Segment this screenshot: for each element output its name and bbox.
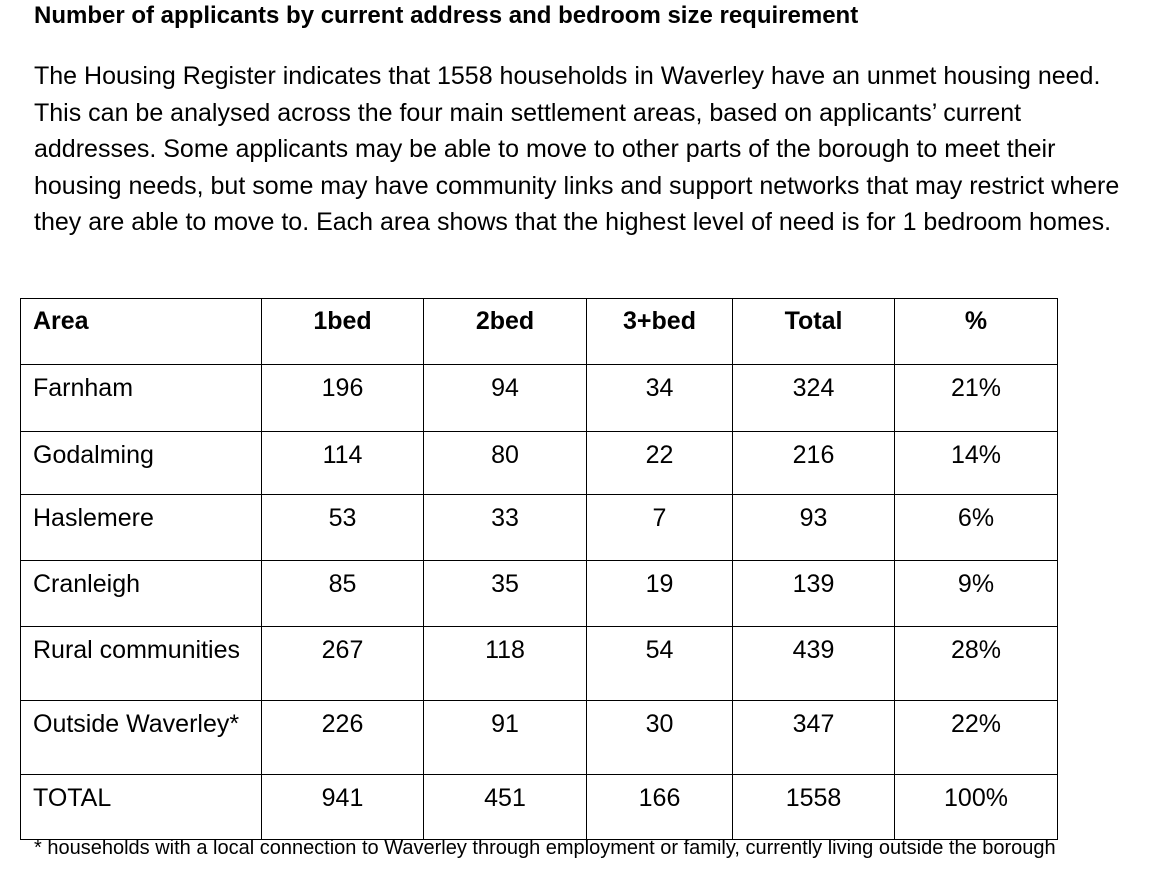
table-row-rural-communities	[21, 627, 1058, 701]
cell-area: Cranleigh	[21, 561, 262, 627]
column-header-1bed: 1bed	[262, 299, 424, 365]
cell-area: Haslemere	[21, 495, 262, 561]
cell-percent: 28%	[895, 627, 1058, 701]
cell-3bed: 34	[587, 365, 733, 432]
column-header-percent: %	[895, 299, 1058, 365]
cell-total: 347	[733, 701, 895, 775]
cell-percent: 14%	[895, 432, 1058, 495]
cell-area: Farnham	[21, 365, 262, 432]
cell-total: 324	[733, 365, 895, 432]
cell-percent: 6%	[895, 495, 1058, 561]
cell-2bed: 451	[424, 775, 587, 840]
cell-3bed: 54	[587, 627, 733, 701]
cell-2bed: 91	[424, 701, 587, 775]
cell-2bed: 35	[424, 561, 587, 627]
table-row-farnham	[21, 365, 1058, 432]
cell-2bed: 94	[424, 365, 587, 432]
table-row-total	[21, 775, 1058, 840]
cell-area: Rural communities	[21, 627, 262, 701]
table-row-outside-waverley	[21, 701, 1058, 775]
cell-total: 93	[733, 495, 895, 561]
applicants-table	[20, 298, 1058, 840]
cell-area: Godalming	[21, 432, 262, 495]
table-row-cranleigh	[21, 561, 1058, 627]
table-row-godalming	[21, 432, 1058, 495]
cell-1bed: 114	[262, 432, 424, 495]
cell-area: TOTAL	[21, 775, 262, 840]
page-title: Number of applicants by current address and bedroom size requirement	[34, 2, 859, 29]
cell-percent: 22%	[895, 701, 1058, 775]
cell-total: 216	[733, 432, 895, 495]
cell-area: Outside Waverley*	[21, 701, 262, 775]
column-header-total: Total	[733, 299, 895, 365]
cell-3bed: 30	[587, 701, 733, 775]
table-header-row	[21, 299, 1058, 365]
table-row-haslemere	[21, 495, 1058, 561]
cell-percent: 100%	[895, 775, 1058, 840]
cell-percent: 9%	[895, 561, 1058, 627]
cell-total: 439	[733, 627, 895, 701]
cell-1bed: 226	[262, 701, 424, 775]
column-header-area: Area	[21, 299, 262, 365]
cell-1bed: 941	[262, 775, 424, 840]
cell-3bed: 166	[587, 775, 733, 840]
intro-paragraph: The Housing Register indicates that 1558 households in Waverley have an unmet housing need. This can be analysed across the four main settlement areas, based on applicants’ current addresses. Some applicants may be able to move to other parts of the borough to meet their housing needs, but some may have community links and support networks that may restrict where they are able to move to. Each area shows that the highest level of need is for 1 bedroom homes.	[34, 62, 1120, 237]
cell-3bed: 7	[587, 495, 733, 561]
column-header-3bed: 3+bed	[587, 299, 733, 365]
cell-2bed: 33	[424, 495, 587, 561]
cell-2bed: 80	[424, 432, 587, 495]
cell-total: 139	[733, 561, 895, 627]
column-header-2bed: 2bed	[424, 299, 587, 365]
cell-1bed: 267	[262, 627, 424, 701]
cell-1bed: 53	[262, 495, 424, 561]
cell-1bed: 196	[262, 365, 424, 432]
cell-2bed: 118	[424, 627, 587, 701]
cell-total: 1558	[733, 775, 895, 840]
cell-percent: 21%	[895, 365, 1058, 432]
cell-3bed: 22	[587, 432, 733, 495]
cell-1bed: 85	[262, 561, 424, 627]
cell-3bed: 19	[587, 561, 733, 627]
footnote: * households with a local connection to Waverley through employment or family, currently living outside the borough	[34, 837, 1056, 859]
